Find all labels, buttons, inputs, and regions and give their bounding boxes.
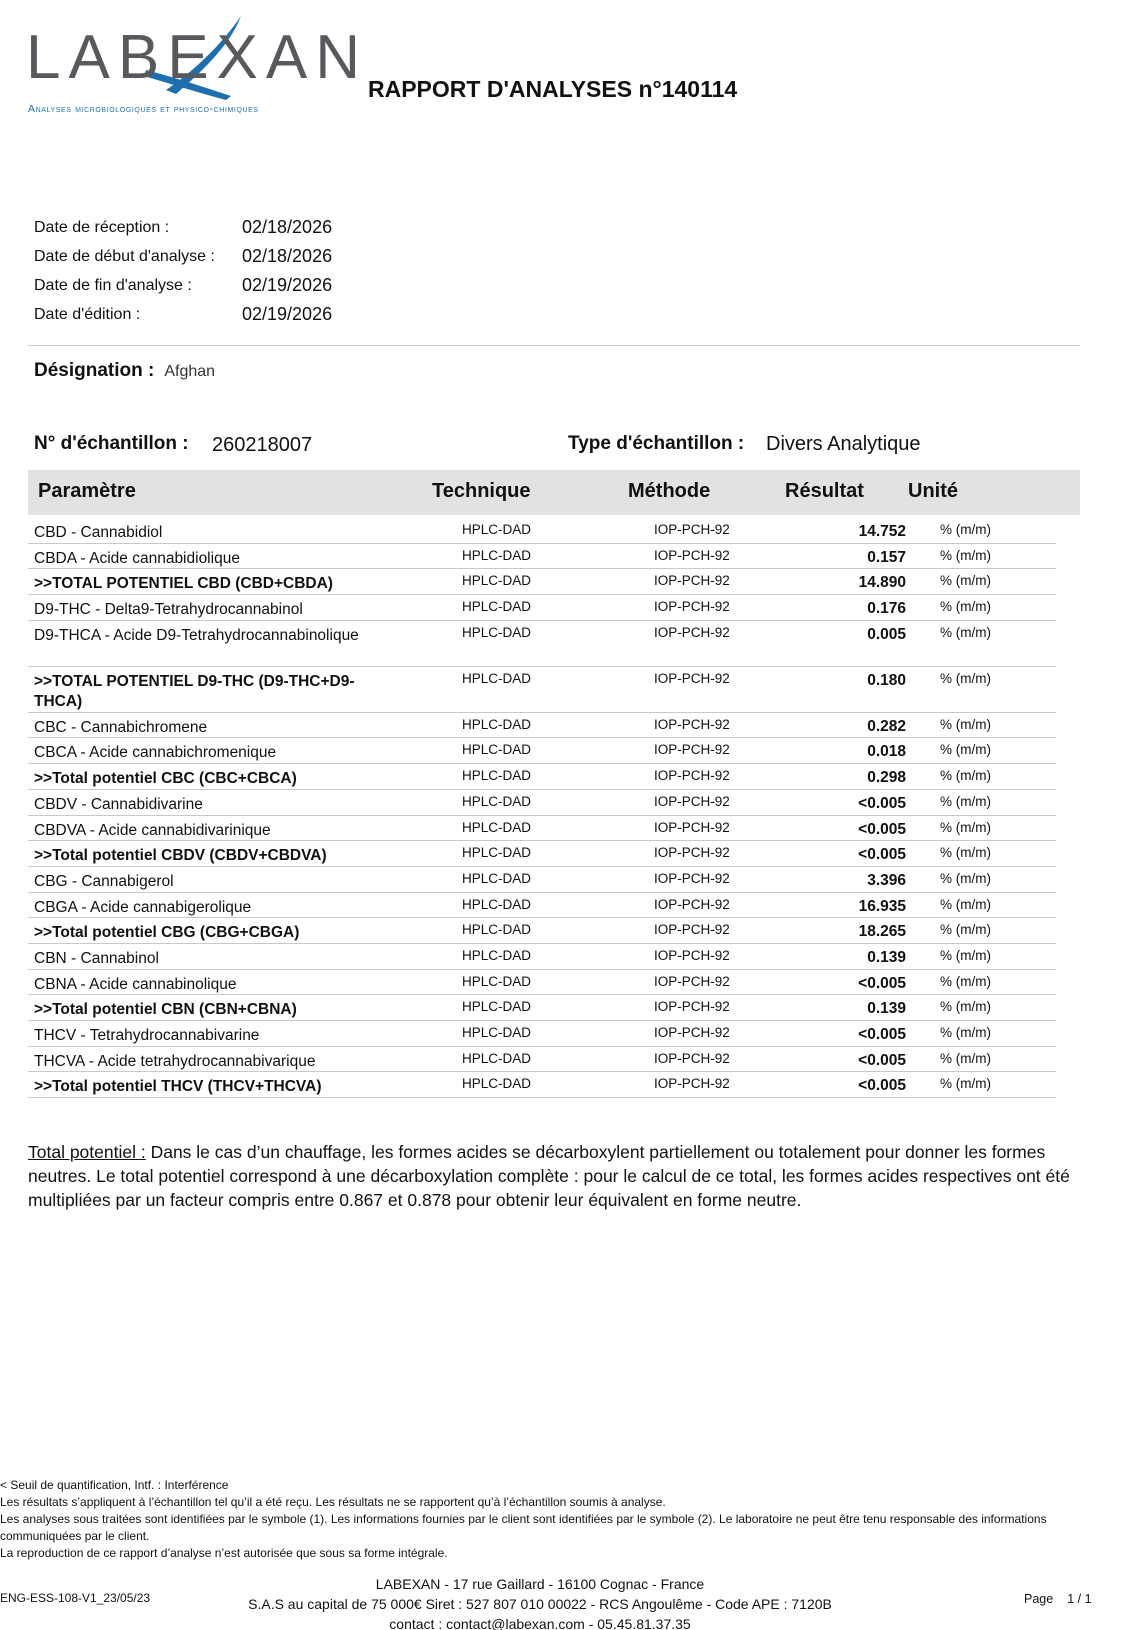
- cell-resultat: 0.139: [867, 1000, 906, 1018]
- cell-resultat: 0.139: [867, 948, 906, 966]
- table-row: [28, 867, 1056, 893]
- table-row: [28, 841, 1056, 867]
- cell-unite: % (m/m): [940, 599, 991, 615]
- cell-parametre: THCVA - Acide tetrahydrocannabivarique: [34, 1052, 316, 1070]
- cell-resultat: 0.282: [867, 717, 906, 735]
- cell-resultat: <0.005: [858, 974, 906, 992]
- cell-parametre: >>Total potentiel CBDV (CBDV+CBDVA): [34, 847, 327, 865]
- date-value: 02/18/2026: [242, 217, 333, 237]
- footer-note: Les résultats s’appliquent à l’échantillon tel qu’il a été reçu. Les résultats ne se rapportent qu’à l’échantillon soumis à analyse.: [0, 1495, 666, 1509]
- cell-unite: % (m/m): [940, 522, 991, 537]
- cell-parametre: CBCA - Acide cannabichromenique: [34, 744, 277, 762]
- cell-resultat: <0.005: [858, 1077, 906, 1095]
- table-row: [28, 790, 1056, 816]
- date-edition-row: [34, 304, 434, 333]
- cell-parametre: >>Total potentiel THCV (THCV+THCVA): [34, 1078, 322, 1096]
- cell-technique: HPLC-DAD: [462, 522, 532, 537]
- cell-methode: IOP-PCH-92: [654, 947, 730, 963]
- table-row: [28, 995, 1056, 1021]
- cell-unite: % (m/m): [940, 947, 991, 963]
- cell-resultat: <0.005: [858, 1026, 906, 1043]
- cell-resultat: 0.005: [867, 625, 906, 643]
- cell-resultat: <0.005: [858, 820, 906, 838]
- table-row: [28, 918, 1056, 944]
- table-row: [28, 1021, 1056, 1047]
- cell-parametre: >>Total potentiel CBG (CBG+CBGA): [34, 924, 300, 942]
- cell-technique: HPLC-DAD: [462, 624, 532, 640]
- cell-technique: HPLC-DAD: [462, 922, 532, 938]
- table-row: [28, 1072, 1056, 1098]
- labexan-logo: [26, 8, 369, 118]
- page-label: Page: [1024, 1592, 1054, 1606]
- cell-unite: % (m/m): [940, 793, 991, 809]
- cell-methode: IOP-PCH-92: [654, 716, 730, 732]
- cell-resultat: <0.005: [858, 794, 906, 812]
- cell-technique: HPLC-DAD: [462, 896, 532, 912]
- table-row: [28, 893, 1056, 919]
- cell-methode: IOP-PCH-92: [654, 793, 730, 809]
- table-row: [28, 569, 1056, 595]
- footer-note: La reproduction de ce rapport d’analyse n’est autorisée que sous sa forme intégrale.: [0, 1546, 448, 1560]
- sample-type-label: Type d'échantillon :: [568, 433, 745, 454]
- designation-value: Afghan: [164, 363, 216, 380]
- cell-parametre: D9-THCA - Acide D9-Tetrahydrocannabinolique: [34, 626, 359, 644]
- note-label: Total potentiel :: [28, 1142, 146, 1162]
- cell-technique: HPLC-DAD: [462, 547, 532, 563]
- cell-technique: HPLC-DAD: [462, 999, 532, 1015]
- cell-technique: HPLC-DAD: [462, 670, 532, 686]
- table-row: [28, 595, 1056, 621]
- table-row: [28, 816, 1056, 842]
- table-row: [28, 518, 1056, 544]
- date-label: Date de début d'analyse :: [34, 248, 215, 265]
- sample-type-value: Divers Analytique: [766, 433, 921, 455]
- cell-unite: % (m/m): [940, 870, 991, 886]
- table-row: [28, 764, 1056, 790]
- cell-unite: % (m/m): [940, 999, 991, 1015]
- header-resultat: Résultat: [785, 480, 864, 502]
- cell-parametre: >>Total potentiel CBN (CBN+CBNA): [34, 1001, 297, 1019]
- note-text: Dans le cas d’un chauffage, les formes acides se décarboxylent partiellement ou totalement pour donner les formes neutres. Le total potentiel correspond à une décarboxylation complète : pour le calcul de ce total, les formes acides respectives ont été multipliées par un facteur compris entre 0.867 et 0.878 pour obtenir leur équivalent en forme neutre.: [28, 1142, 1070, 1210]
- cell-unite: % (m/m): [940, 624, 991, 640]
- cell-methode: IOP-PCH-92: [654, 870, 730, 886]
- table-row: [28, 713, 1056, 739]
- table-row: [28, 1047, 1056, 1073]
- cell-methode: IOP-PCH-92: [654, 599, 730, 615]
- table-row: [28, 738, 1056, 764]
- cell-resultat: 3.396: [867, 871, 906, 889]
- header-methode: Méthode: [628, 480, 711, 502]
- cell-resultat: 14.752: [858, 523, 906, 540]
- sample-info: [34, 433, 1074, 461]
- footer-note: Les analyses sous traitées sont identifiées par le symbole (1). Les informations fournies par le client sont identifiées par le symbole (2). Le laboratoire ne peut être tenu responsable des informations communiquées par le client.: [0, 1512, 1047, 1543]
- cell-parametre: >>TOTAL POTENTIEL D9-THC (D9-THC+D9-THCA): [34, 672, 355, 710]
- cell-parametre: CBD - Cannabidiol: [34, 524, 163, 541]
- cell-parametre: >>Total potentiel CBC (CBC+CBCA): [34, 770, 297, 788]
- date-value: 02/19/2026: [242, 304, 333, 324]
- address-line: contact : contact@labexan.com - 05.45.81.37.35: [389, 1616, 691, 1630]
- date-value: 02/19/2026: [242, 275, 333, 295]
- cell-technique: HPLC-DAD: [462, 716, 532, 732]
- logo-text: LABEXAN: [26, 23, 369, 92]
- cell-parametre: CBGA - Acide cannabigerolique: [34, 898, 252, 916]
- designation: [34, 360, 215, 382]
- cell-methode: IOP-PCH-92: [654, 742, 730, 758]
- cell-parametre: D9-THC - Delta9-Tetrahydrocannabinol: [34, 601, 303, 619]
- sample-number-label: N° d'échantillon :: [34, 433, 189, 454]
- cell-technique: HPLC-DAD: [462, 793, 532, 809]
- cell-resultat: <0.005: [858, 1051, 906, 1069]
- cell-technique: HPLC-DAD: [462, 845, 532, 861]
- cell-parametre: CBDA - Acide cannabidiolique: [34, 549, 240, 567]
- cell-methode: IOP-PCH-92: [654, 547, 730, 563]
- date-value: 02/18/2026: [242, 246, 333, 266]
- table-row: [28, 621, 1056, 667]
- cell-methode: IOP-PCH-92: [654, 573, 730, 589]
- cell-resultat: 0.176: [867, 600, 906, 618]
- document-reference: ENG-ESS-108-V1_23/05/23: [0, 1591, 151, 1605]
- sample-number-value: 260218007: [212, 434, 313, 456]
- cell-methode: IOP-PCH-92: [654, 845, 730, 861]
- cell-unite: % (m/m): [940, 973, 991, 989]
- cell-parametre: CBN - Cannabinol: [34, 949, 159, 967]
- date-debut-row: [34, 246, 434, 275]
- cell-unite: % (m/m): [940, 716, 991, 732]
- cell-technique: HPLC-DAD: [462, 973, 532, 989]
- footer-notes: [0, 1477, 1129, 1562]
- cell-technique: HPLC-DAD: [462, 870, 532, 886]
- cell-resultat: 0.157: [867, 548, 906, 566]
- cell-unite: % (m/m): [940, 1025, 991, 1040]
- date-reception-row: [34, 217, 434, 246]
- address-line: LABEXAN - 17 rue Gaillard - 16100 Cognac - France: [375, 1576, 705, 1592]
- total-potentiel-note: [28, 1140, 1098, 1212]
- cell-resultat: 0.298: [867, 769, 906, 787]
- cell-unite: % (m/m): [940, 1076, 991, 1092]
- date-label: Date de réception :: [34, 219, 170, 236]
- table-row: [28, 944, 1056, 970]
- cell-methode: IOP-PCH-92: [654, 522, 730, 537]
- results-table: [28, 518, 1056, 1098]
- cell-methode: IOP-PCH-92: [654, 1076, 730, 1092]
- date-label: Date de fin d'analyse :: [34, 277, 192, 294]
- cell-resultat: 16.935: [858, 897, 906, 915]
- footer-address: [200, 1574, 880, 1630]
- header-unite: Unité: [908, 480, 958, 502]
- cell-unite: % (m/m): [940, 573, 991, 589]
- cell-technique: HPLC-DAD: [462, 947, 532, 963]
- cell-unite: % (m/m): [940, 1050, 991, 1066]
- header-technique: Technique: [432, 480, 531, 502]
- cell-methode: IOP-PCH-92: [654, 922, 730, 938]
- cell-methode: IOP-PCH-92: [654, 768, 730, 784]
- cell-unite: % (m/m): [940, 845, 991, 861]
- cell-unite: % (m/m): [940, 670, 991, 686]
- divider: [28, 345, 1080, 346]
- cell-parametre: >>TOTAL POTENTIEL CBD (CBD+CBDA): [34, 575, 333, 593]
- table-row: [28, 544, 1056, 570]
- table-row: [28, 970, 1056, 996]
- cell-unite: % (m/m): [940, 819, 991, 835]
- page-number: [1024, 1592, 1092, 1606]
- cell-methode: IOP-PCH-92: [654, 1050, 730, 1066]
- cell-technique: HPLC-DAD: [462, 742, 532, 758]
- cell-methode: IOP-PCH-92: [654, 896, 730, 912]
- cell-parametre: CBC - Cannabichromene: [34, 718, 208, 736]
- cell-resultat: 0.180: [867, 671, 906, 689]
- cell-technique: HPLC-DAD: [462, 573, 532, 589]
- cell-methode: IOP-PCH-92: [654, 999, 730, 1015]
- cell-technique: HPLC-DAD: [462, 599, 532, 615]
- cell-unite: % (m/m): [940, 547, 991, 563]
- cell-technique: HPLC-DAD: [462, 1025, 532, 1040]
- report-title: RAPPORT D'ANALYSES n°140114: [368, 76, 738, 102]
- page-value: 1 / 1: [1067, 1592, 1092, 1606]
- cell-technique: HPLC-DAD: [462, 1076, 532, 1092]
- cell-parametre: CBG - Cannabigerol: [34, 872, 174, 890]
- cell-unite: % (m/m): [940, 896, 991, 912]
- cell-technique: HPLC-DAD: [462, 1050, 532, 1066]
- cell-unite: % (m/m): [940, 742, 991, 758]
- cell-parametre: CBDVA - Acide cannabidivarinique: [34, 821, 271, 839]
- header-parametre: Paramètre: [38, 480, 136, 502]
- cell-technique: HPLC-DAD: [462, 768, 532, 784]
- cell-resultat: 18.265: [858, 923, 906, 941]
- footer-note: < Seuil de quantification, Intf. : Interférence: [0, 1478, 229, 1492]
- cell-unite: % (m/m): [940, 922, 991, 938]
- cell-methode: IOP-PCH-92: [654, 819, 730, 835]
- cell-resultat: 14.890: [858, 574, 906, 592]
- cell-methode: IOP-PCH-92: [654, 1025, 730, 1040]
- address-line: S.A.S au capital de 75 000€ Siret : 527 807 010 00022 - RCS Angoulême - Code APE : 7120B: [248, 1596, 832, 1612]
- date-fin-row: [34, 275, 434, 304]
- table-row: [28, 667, 1056, 713]
- logo-subtitle: Analyses microbiologiques et physico-chimiques: [28, 103, 259, 115]
- cell-methode: IOP-PCH-92: [654, 670, 730, 686]
- cell-resultat: <0.005: [858, 846, 906, 864]
- cell-resultat: 0.018: [867, 743, 906, 761]
- dates-block: [34, 217, 434, 333]
- designation-label: Désignation :: [34, 360, 155, 381]
- cell-unite: % (m/m): [940, 768, 991, 784]
- date-label: Date d'édition :: [34, 306, 141, 323]
- cell-parametre: CBDV - Cannabidivarine: [34, 795, 203, 813]
- table-header: [28, 470, 1080, 515]
- cell-parametre: CBNA - Acide cannabinolique: [34, 975, 237, 993]
- cell-technique: HPLC-DAD: [462, 819, 532, 835]
- cell-methode: IOP-PCH-92: [654, 624, 730, 640]
- cell-parametre: THCV - Tetrahydrocannabivarine: [34, 1027, 260, 1044]
- cell-methode: IOP-PCH-92: [654, 973, 730, 989]
